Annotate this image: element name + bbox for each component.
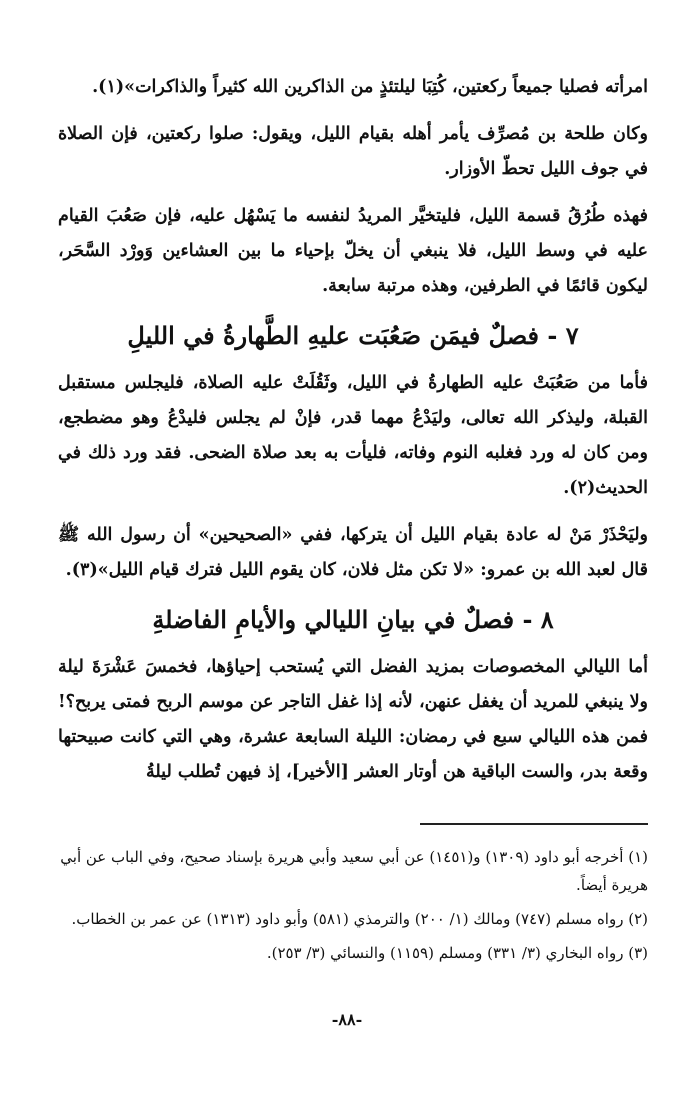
- paragraph-6: أما الليالي المخصوصات بمزيد الفضل التي يُستحب إحياؤها، فخمسَ عَشْرَةَ ليلة ولا ينبغي للمريد أن يغفل عنهن، لأنه إذا غفل التاجر عن موسم الربح فمتى يربح؟! فمن هذه الليالي سبع في رمضان: الليلة السابعة عشرة، وهي التي كانت صبيحتها وقعة بدر، والست الباقية هن أوتار العشر [الأخير]، إذ فيهن تُطلب ليلةُ: [58, 657, 648, 782]
- main-text: [58, 70, 648, 802]
- footnote-2: (٢) رواه مسلم (٧٤٧) ومالك (١/ ٢٠٠) والترمذي (٥٨١) وأبو داود (١٣١٣) عن عمر بن الخطاب.: [71, 910, 648, 928]
- footnote-1: (١) أخرجه أبو داود (١٣٠٩) و(١٤٥١) عن أبي سعيد وأبي هريرة بإسناد صحيح، وفي الباب عن أبي هريرة أيضاً.: [60, 848, 648, 894]
- footnote-divider: [420, 823, 648, 825]
- footnote-3: (٣) رواه البخاري (٣/ ٣٣١) ومسلم (١١٥٩) والنسائي (٣/ ٢٥٣).: [266, 944, 648, 962]
- paragraph-5: وليَحْذَرْ مَنْ له عادة بقيام الليل أن يتركها، ففي «الصحيحين» أن رسول الله ﷺ قال لعبد الله بن عمرو: «لا تكن مثل فلان، كان يقوم الليل فترك قيام الليل»(٣).: [58, 525, 648, 580]
- paragraph-2: وكان طلحة بن مُصرِّف يأمر أهله بقيام الليل، ويقول: صلوا ركعتين، فإن الصلاة في جوف الليل تحطّ الأوزار.: [58, 124, 648, 179]
- page-number: -٨٨-: [331, 1010, 363, 1029]
- section-heading-7: ٧ - فصلٌ فيمَن صَعُبَت عليهِ الطَّهارةُ في الليلِ: [127, 321, 579, 350]
- footnotes: [58, 843, 648, 973]
- paragraph-3: فهذه طُرُقُ قسمة الليل، فليتخيَّر المريدُ لنفسه ما يَسْهُل عليه، فإن صَعُبَ القيام عليه في وسط الليل، فلا ينبغي أن يخلّ بإحياء ما بين العشاءين وَورْد السَّحَر، ليكون قائمًا في الطرفين، وهذه مرتبة سابعة.: [58, 206, 648, 296]
- paragraph-4: فأما من صَعُبَتْ عليه الطهارةُ في الليل، وثَقُلَتْ عليه الصلاة، فليجلس مستقبل القبلة، وليذكر الله تعالى، وليَدْعُ مهما قدر، فإنْ لم يجلس فليدْعُ وهو مضطجع، ومن كان له ورد فغلبه النوم وفاته، فليأت به بعد صلاة الضحى. فقد ورد ذلك في الحديث(٢).: [58, 373, 648, 498]
- paragraph-1: امرأته فصليا جميعاً ركعتين، كُتِبَا ليلتئذٍ من الذاكرين الله كثيراً والذاكرات»(١).: [92, 77, 648, 97]
- section-heading-8: ٨ - فصلٌ في بيانِ الليالي والأيامِ الفاضلةِ: [152, 605, 554, 634]
